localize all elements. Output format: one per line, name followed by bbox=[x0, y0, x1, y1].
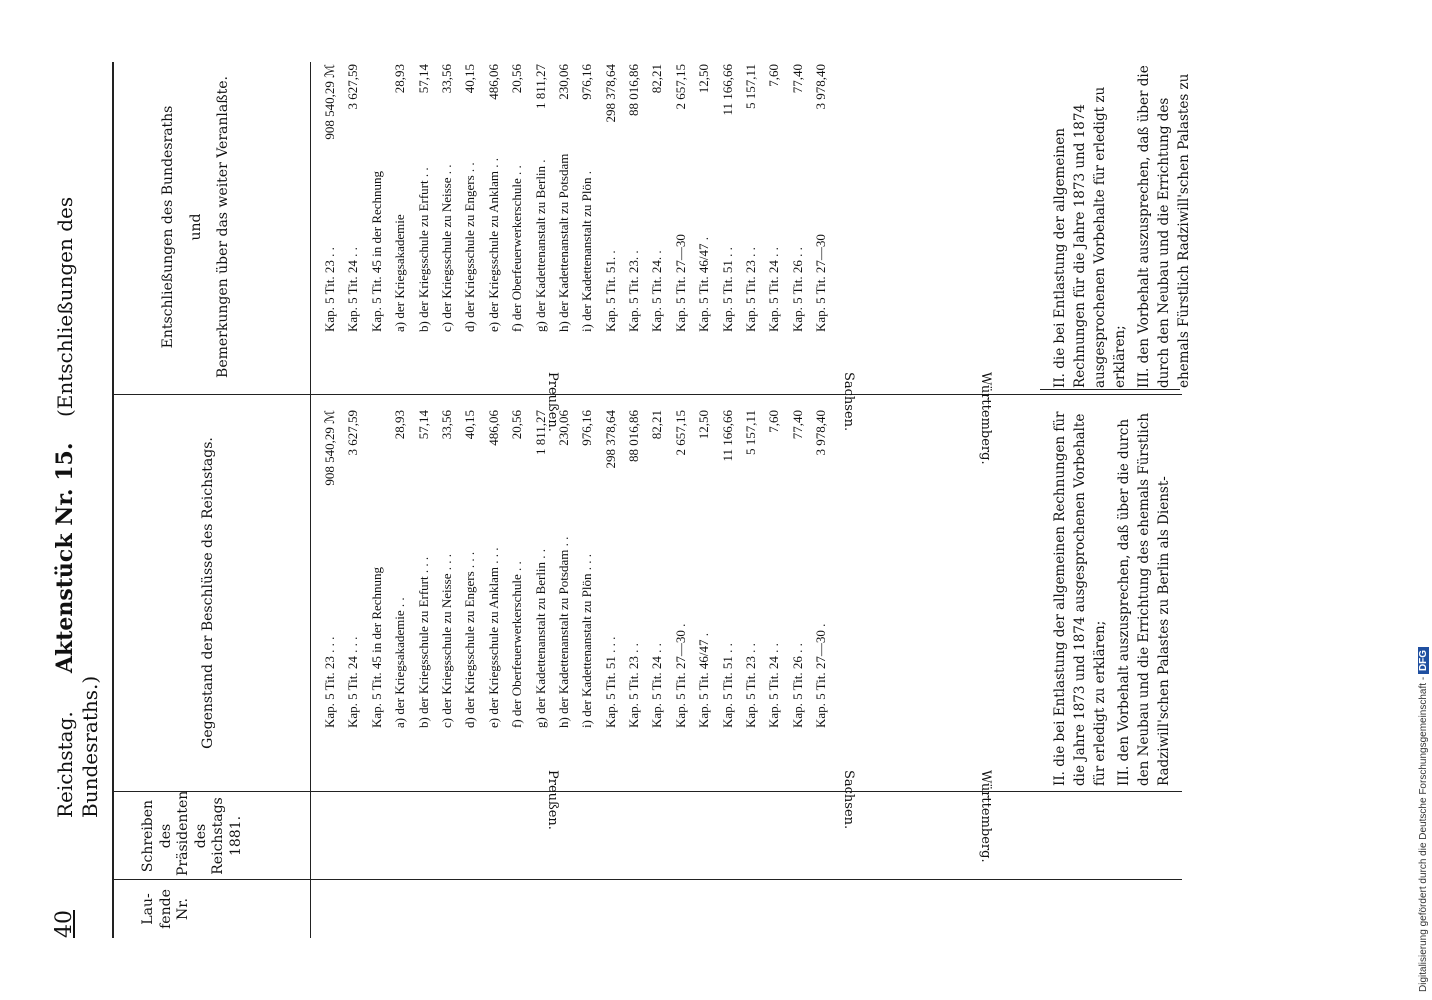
header-bottom-rule bbox=[310, 62, 311, 938]
left-entry-row bbox=[365, 410, 388, 728]
right-entry-amount: 298 378,64 bbox=[602, 64, 618, 123]
document-ref: Aktenstück Nr. 15. bbox=[52, 442, 78, 674]
right-entry-amount: 40,15 bbox=[462, 64, 478, 94]
right-entry-row bbox=[716, 64, 739, 332]
dfg-logo: DFG bbox=[1418, 647, 1429, 674]
right-entry-row bbox=[482, 64, 505, 332]
col-rule-2 bbox=[112, 791, 1182, 792]
running-title-line bbox=[52, 58, 102, 818]
left-entry-list bbox=[318, 410, 833, 728]
right-entry-amount: 82,21 bbox=[649, 64, 665, 94]
left-entry-label: Kap. 5 Tit. 23 . . bbox=[626, 643, 642, 728]
right-entry-label: Kap. 5 Tit. 23 . . bbox=[322, 247, 337, 332]
left-entry-row bbox=[739, 410, 762, 728]
right-entry-row bbox=[318, 64, 341, 332]
right-entry-row bbox=[692, 64, 715, 332]
right-entry-label: Kap. 5 Tit. 27—30 bbox=[672, 234, 688, 332]
left-entry-row bbox=[505, 410, 528, 728]
right-entry-row bbox=[669, 64, 692, 332]
left-entry-amount: 40,15 bbox=[462, 410, 478, 440]
right-entry-row bbox=[575, 64, 598, 332]
right-entry-label: e) der Kriegsschule zu Anklam . . bbox=[485, 157, 501, 332]
left-entry-label: c) der Kriegsschule zu Neisse . . . bbox=[438, 554, 454, 728]
left-entry-label: Kap. 5 Tit. 23 . . . bbox=[322, 636, 337, 728]
right-entry-row bbox=[599, 64, 622, 332]
right-entry-amount: 7,60 bbox=[766, 64, 782, 87]
right-entry-amount: 11 166,66 bbox=[719, 64, 735, 116]
left-prose bbox=[1050, 398, 1174, 786]
left-entry-row bbox=[458, 410, 481, 728]
left-entry-label: Kap. 5 Tit. 27—30 . bbox=[813, 623, 829, 728]
right-entry-label: h) der Kadettenanstalt zu Potsdam bbox=[555, 153, 571, 332]
right-entry-label: Kap. 5 Tit. 24 . . bbox=[766, 247, 782, 332]
left-entry-row bbox=[552, 410, 575, 728]
left-entry-label: Kap. 5 Tit. 27—30 . bbox=[672, 623, 688, 728]
right-entry-amount: 908 540,29 ℳ bbox=[322, 64, 337, 140]
right-entry-row bbox=[529, 64, 552, 332]
right-entry-amount: 1 811,27 bbox=[532, 64, 548, 110]
col-header-number: Lau-fende Nr. bbox=[140, 889, 191, 929]
right-entry-amount: 230,06 bbox=[555, 64, 571, 100]
digitization-note: Digitalisierung gefördert durch die Deutsche Forschungsgemeinschaft - bbox=[1418, 676, 1429, 992]
left-entry-label: Kap. 5 Tit. 26 . . bbox=[789, 643, 805, 728]
right-entry-label: a) der Kriegsakademie bbox=[392, 214, 408, 332]
left-entry-amount: 82,21 bbox=[649, 410, 665, 440]
right-entry-row bbox=[505, 64, 528, 332]
left-entry-row bbox=[645, 410, 668, 728]
right-entry-label: Kap. 5 Tit. 24 . . bbox=[345, 247, 361, 332]
right-entry-label: i) der Kadettenanstalt zu Plön . bbox=[579, 170, 595, 332]
left-entry-row bbox=[318, 410, 341, 728]
left-entry-row bbox=[622, 410, 645, 728]
left-entry-amount: 33,56 bbox=[438, 410, 454, 440]
left-entry-label: e) der Kriegsschule zu Anklam . . . bbox=[485, 547, 501, 728]
digitization-stamp bbox=[1418, 647, 1429, 992]
left-entry-label: g) der Kadettenanstalt zu Berlin . . bbox=[532, 548, 548, 728]
left-entry-row bbox=[575, 410, 598, 728]
right-entry-label: Kap. 5 Tit. 46/47 . bbox=[696, 237, 712, 332]
left-entry-amount: 11 166,66 bbox=[719, 410, 735, 462]
group-label-prussia-left: Preußen. bbox=[545, 770, 560, 830]
left-entry-label: d) der Kriegsschule zu Engers . . . bbox=[462, 551, 478, 728]
group-label-wurttemberg-left: Württemberg. bbox=[978, 770, 993, 863]
col-rule-1 bbox=[112, 879, 1182, 880]
left-entry-row bbox=[529, 410, 552, 728]
right-prose bbox=[1050, 62, 1194, 388]
right-entry-label: g) der Kadettenanstalt zu Berlin . bbox=[532, 159, 548, 332]
right-entry-amount: 57,14 bbox=[415, 64, 431, 94]
left-entry-amount: 57,14 bbox=[415, 410, 431, 440]
left-entry-row bbox=[692, 410, 715, 728]
right-entry-label: d) der Kriegsschule zu Engers . . bbox=[462, 162, 478, 332]
right-entry-row bbox=[552, 64, 575, 332]
right-entry-label: Kap. 5 Tit. 51. . bbox=[602, 250, 618, 332]
left-entry-row bbox=[388, 410, 411, 728]
col-rule-3 bbox=[112, 394, 1182, 395]
right-entry-amount: 28,93 bbox=[392, 64, 408, 94]
right-entry-label: c) der Kriegsschule zu Neisse . . bbox=[438, 164, 454, 332]
right-entry-label: Kap. 5 Tit. 45 in der Rechnung bbox=[368, 170, 384, 332]
right-entry-list bbox=[318, 64, 833, 332]
left-entry-amount: 298 378,64 bbox=[602, 410, 618, 469]
col-header-subject: Gegenstand der Beschlüsse des Reichstags. bbox=[200, 437, 216, 749]
right-entry-label: Kap. 5 Tit. 23 . . bbox=[743, 247, 759, 332]
right-entry-amount: 12,50 bbox=[696, 64, 712, 94]
col-header-resolutions-a: Entschließungen des Bundesraths bbox=[160, 105, 176, 349]
group-label-prussia-right: Preußen. bbox=[545, 372, 560, 432]
right-entry-amount: 3 627,59 bbox=[345, 64, 361, 110]
left-entry-amount: 20,56 bbox=[509, 410, 525, 440]
left-entry-row bbox=[669, 410, 692, 728]
right-entry-amount: 20,56 bbox=[509, 64, 525, 94]
left-entry-label: i) der Kadettenanstalt zu Plön . . . bbox=[579, 553, 595, 728]
left-entry-amount: 3 627,59 bbox=[345, 410, 361, 456]
right-entry-row bbox=[622, 64, 645, 332]
left-entry-amount: 908 540,29 ℳ bbox=[322, 410, 337, 486]
right-entry-label: Kap. 5 Tit. 27—30 bbox=[813, 234, 829, 332]
group-label-saxony-left: Sachsen. bbox=[841, 770, 856, 830]
left-entry-label: Kap. 5 Tit. 51 . . . bbox=[602, 636, 618, 728]
right-entry-label: f) der Oberfeuerwerkerschule . . bbox=[509, 165, 525, 332]
left-entry-label: Kap. 5 Tit. 51 . . bbox=[719, 643, 735, 728]
right-entry-label: Kap. 5 Tit. 23. . bbox=[626, 250, 642, 332]
col-header-resolutions-b: und bbox=[187, 213, 204, 241]
table-top-rule bbox=[112, 62, 114, 938]
right-entry-row bbox=[341, 64, 364, 332]
group-label-wurttemberg-right: Württemberg. bbox=[978, 372, 993, 465]
running-title: Reichstag. bbox=[53, 711, 77, 818]
left-entry-label: Kap. 5 Tit. 24 . . bbox=[649, 643, 665, 728]
left-entry-label: Kap. 5 Tit. 24 . . bbox=[766, 643, 782, 728]
left-entry-row bbox=[762, 410, 785, 728]
left-entry-amount: 230,06 bbox=[555, 410, 571, 446]
left-entry-row bbox=[716, 410, 739, 728]
left-entry-amount: 28,93 bbox=[392, 410, 408, 440]
left-entry-label: h) der Kadettenanstalt zu Potsdam . . bbox=[555, 536, 571, 728]
left-entry-amount: 3 978,40 bbox=[813, 410, 829, 456]
right-entry-label: Kap. 5 Tit. 26 . . bbox=[789, 247, 805, 332]
subtitle: (Entschließungen des Bundesraths.) bbox=[53, 196, 102, 818]
left-entry-label: b) der Kriegsschule zu Erfurt . . . bbox=[415, 556, 431, 728]
right-entry-amount: 5 157,11 bbox=[743, 64, 759, 110]
left-entry-label: Kap. 5 Tit. 45 in der Rechnung bbox=[368, 566, 384, 728]
right-entry-amount: 2 657,15 bbox=[672, 64, 688, 110]
right-entry-row bbox=[645, 64, 668, 332]
left-entry-row bbox=[809, 410, 832, 728]
right-prose-item-2: II. die bei Entlastung der allgemeinen Rechnungen für die Jahre 1873 und 1874 ausgesprochenen Vorbehalte für erledigt zu erklären; bbox=[1052, 86, 1128, 388]
left-prose-item-2: II. die bei Entlastung der allgemeinen Rechnungen für die Jahre 1873 und 1874 ausgesprochenen Vorbehalte für erledigt zu erklären; bbox=[1052, 411, 1108, 786]
right-entry-row bbox=[435, 64, 458, 332]
left-entry-label: Kap. 5 Tit. 24 . . . bbox=[345, 636, 361, 728]
left-entry-amount: 5 157,11 bbox=[743, 410, 759, 456]
col-header-letter: Schreiben des Präsidenten des Reichstags 1881. bbox=[140, 790, 244, 876]
left-prose-item-3: III. den Vorbehalt auszusprechen, daß über die durch den Neubau und die Errichtung des ehemals Fürstlich Radziwill'schen Palastes zu Berlin als Dienst- bbox=[1116, 412, 1172, 786]
left-entry-amount: 12,50 bbox=[696, 410, 712, 440]
left-entry-row bbox=[412, 410, 435, 728]
right-entry-amount: 88 016,86 bbox=[626, 64, 642, 116]
left-entry-row bbox=[599, 410, 622, 728]
left-entry-label: f) der Oberfeuerwerkerschule . . bbox=[509, 561, 525, 728]
left-entry-label: Kap. 5 Tit. 46/47 . bbox=[696, 633, 712, 728]
left-entry-label: a) der Kriegsakademie . . bbox=[392, 597, 408, 728]
col-header-resolutions bbox=[160, 64, 233, 390]
left-entry-label: Kap. 5 Tit. 23 . . bbox=[743, 643, 759, 728]
col-header-resolutions-c: Bemerkungen über das weiter Veranlaßte. bbox=[215, 76, 231, 378]
left-entry-amount: 88 016,86 bbox=[626, 410, 642, 462]
right-entry-row bbox=[809, 64, 832, 332]
right-entry-amount: 77,40 bbox=[789, 64, 805, 94]
right-entry-row bbox=[365, 64, 388, 332]
left-entry-amount: 976,16 bbox=[579, 410, 595, 446]
right-entry-row bbox=[762, 64, 785, 332]
right-entry-row bbox=[388, 64, 411, 332]
page-number: 40 bbox=[52, 910, 77, 938]
right-entry-amount: 486,06 bbox=[485, 64, 501, 100]
left-entry-row bbox=[482, 410, 505, 728]
left-entry-row bbox=[341, 410, 364, 728]
right-entry-amount: 33,56 bbox=[438, 64, 454, 94]
right-entry-label: Kap. 5 Tit. 51 . . bbox=[719, 247, 735, 332]
right-entry-label: Kap. 5 Tit. 24. . bbox=[649, 250, 665, 332]
right-entry-row bbox=[739, 64, 762, 332]
left-entry-row bbox=[786, 410, 809, 728]
page-header bbox=[52, 58, 102, 938]
right-entry-row bbox=[458, 64, 481, 332]
left-entry-amount: 2 657,15 bbox=[672, 410, 688, 456]
group-label-saxony-right: Sachsen. bbox=[841, 372, 856, 432]
left-entry-row bbox=[435, 410, 458, 728]
left-entry-amount: 7,60 bbox=[766, 410, 782, 433]
left-entry-amount: 1 811,27 bbox=[532, 410, 548, 456]
right-entry-row bbox=[786, 64, 809, 332]
left-entry-amount: 486,06 bbox=[485, 410, 501, 446]
right-entry-label: b) der Kriegsschule zu Erfurt . . bbox=[415, 167, 431, 332]
right-entry-amount: 3 978,40 bbox=[813, 64, 829, 110]
prose-divider bbox=[1040, 389, 1180, 390]
right-prose-item-3: III. den Vorbehalt auszusprechen, daß über die durch den Neubau und die Errichtung des ehemals Fürstlich Radziwill'schen Palastes zu bbox=[1136, 65, 1192, 388]
right-entry-row bbox=[412, 64, 435, 332]
right-entry-amount: 976,16 bbox=[579, 64, 595, 100]
left-entry-amount: 77,40 bbox=[789, 410, 805, 440]
